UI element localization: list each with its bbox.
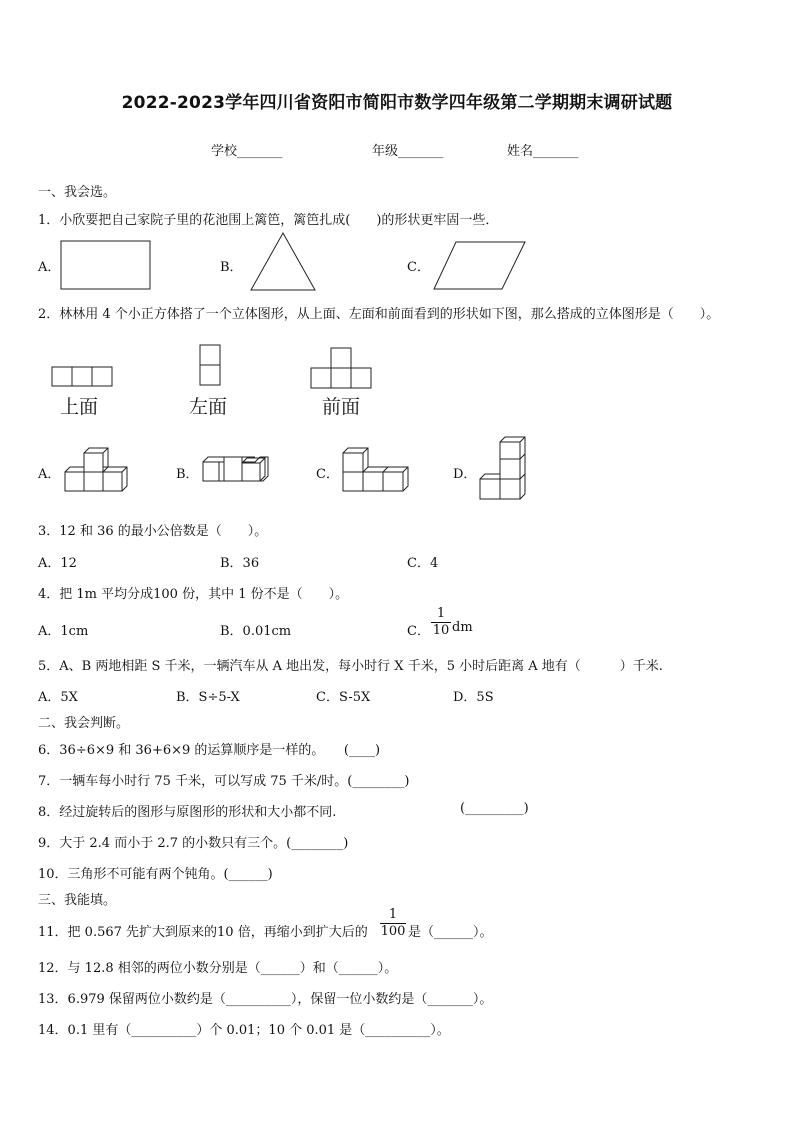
question-14: 14．0.1 里有（__________）个 0.01；10 个 0.01 是（__________）。	[38, 1023, 450, 1038]
cube-figure-c	[342, 448, 412, 494]
question-2: 2．林林用 4 个小正方体搭了一个立体图形，从上面、左面和前面看到的形状如下图，那么搭成的立体图形是（ ）。	[38, 307, 720, 322]
q2-option-c-label[interactable]: C．	[316, 467, 339, 482]
q2-option-b-label[interactable]: B．	[176, 467, 199, 482]
q4-option-b[interactable]: B．0.01cm	[220, 624, 292, 639]
q5-option-b[interactable]: B．S÷5-X	[176, 690, 240, 705]
q11-fraction	[380, 908, 406, 939]
name-field[interactable]: 姓名_______	[507, 144, 579, 159]
q4-fraction-numerator: 1	[436, 606, 446, 621]
parallelogram-shape	[433, 241, 527, 291]
school-field[interactable]: 学校_______	[211, 144, 283, 159]
question-7: 7．一辆车每小时行 75 千米，可以写成 75 千米/时。(________)	[38, 774, 410, 789]
cube-figure-b	[202, 455, 272, 487]
q1-option-c-label[interactable]: C．	[407, 260, 430, 275]
q5-option-c[interactable]: C．S-5X	[316, 690, 371, 705]
q11-fraction-numerator: 1	[388, 907, 398, 922]
q5-option-d[interactable]: D．5S	[453, 690, 494, 705]
q1-option-b-label[interactable]: B．	[220, 260, 243, 275]
section-heading-judge: 二、我会判断。	[38, 716, 130, 731]
q4-option-a[interactable]: A．1cm	[38, 624, 89, 639]
front-view-figure	[310, 347, 374, 391]
question-8: 8．经过旋转后的图形与原图形的形状和大小都不同.	[38, 805, 337, 820]
q1-option-a-label[interactable]: A．	[38, 260, 61, 275]
question-11-text: 11．把 0.567 先扩大到原来的10 倍，再缩小到扩大后的	[38, 925, 368, 940]
section-heading-choice: 一、我会选。	[38, 185, 117, 200]
q4-fraction	[431, 607, 451, 638]
q4-option-c-label[interactable]: C．	[407, 624, 430, 639]
q3-option-b[interactable]: B．36	[220, 556, 260, 571]
q4-option-c-unit: dm	[452, 620, 473, 635]
question-12: 12．与 12.8 相邻的两位小数分别是（______）和（______）。	[38, 961, 398, 976]
question-8-blank[interactable]: (_________)	[460, 801, 529, 816]
q2-option-d-label[interactable]: D．	[453, 467, 477, 482]
top-view-figure	[51, 366, 115, 388]
triangle-shape	[249, 232, 317, 292]
q2-option-a-label[interactable]: A．	[38, 467, 61, 482]
cube-figure-d	[479, 436, 529, 502]
question-5: 5．A、B 两地相距 S 千米，一辆汽车从 A 地出发，每小时行 X 千米，5 小时后距离 A 地有（ ）千米.	[38, 659, 663, 674]
left-view-label: 左面	[189, 396, 228, 418]
cube-figure-a	[64, 448, 134, 494]
question-6: 6．36÷6×9 和 36+6×9 的运算顺序是一样的。 (____)	[38, 743, 381, 758]
left-view-figure	[199, 344, 223, 388]
question-13: 13．6.979 保留两位小数约是（__________），保留一位小数约是（_______）。	[38, 992, 493, 1007]
q5-option-a[interactable]: A．5X	[38, 690, 78, 705]
section-heading-fill: 三、我能填。	[38, 893, 117, 908]
grade-field[interactable]: 年级_______	[372, 144, 444, 159]
q11-fraction-denominator: 100	[380, 924, 406, 939]
rectangle-shape	[60, 240, 152, 290]
q3-option-a[interactable]: A．12	[38, 556, 77, 571]
top-view-label: 上面	[60, 396, 99, 418]
q4-fraction-denominator: 10	[432, 623, 450, 638]
question-9: 9．大于 2.4 而小于 2.7 的小数只有三个。(________)	[38, 836, 349, 851]
question-10: 10．三角形不可能有两个钝角。(______)	[38, 867, 273, 882]
question-4: 4．把 1m 平均分成100 份，其中 1 份不是（ ）。	[38, 587, 349, 602]
q3-option-c[interactable]: C．4	[407, 556, 439, 571]
question-1: 1．小欣要把自己家院子里的花池围上篱笆，篱笆扎成( )的形状更牢固一些．	[38, 213, 499, 228]
front-view-label: 前面	[322, 396, 361, 418]
page-title: 2022-2023学年四川省资阳市简阳市数学四年级第二学期期末调研试题	[121, 93, 673, 113]
question-3: 3．12 和 36 的最小公倍数是（ ）。	[38, 524, 268, 539]
question-11-blank[interactable]: 是（______）。	[408, 925, 493, 940]
